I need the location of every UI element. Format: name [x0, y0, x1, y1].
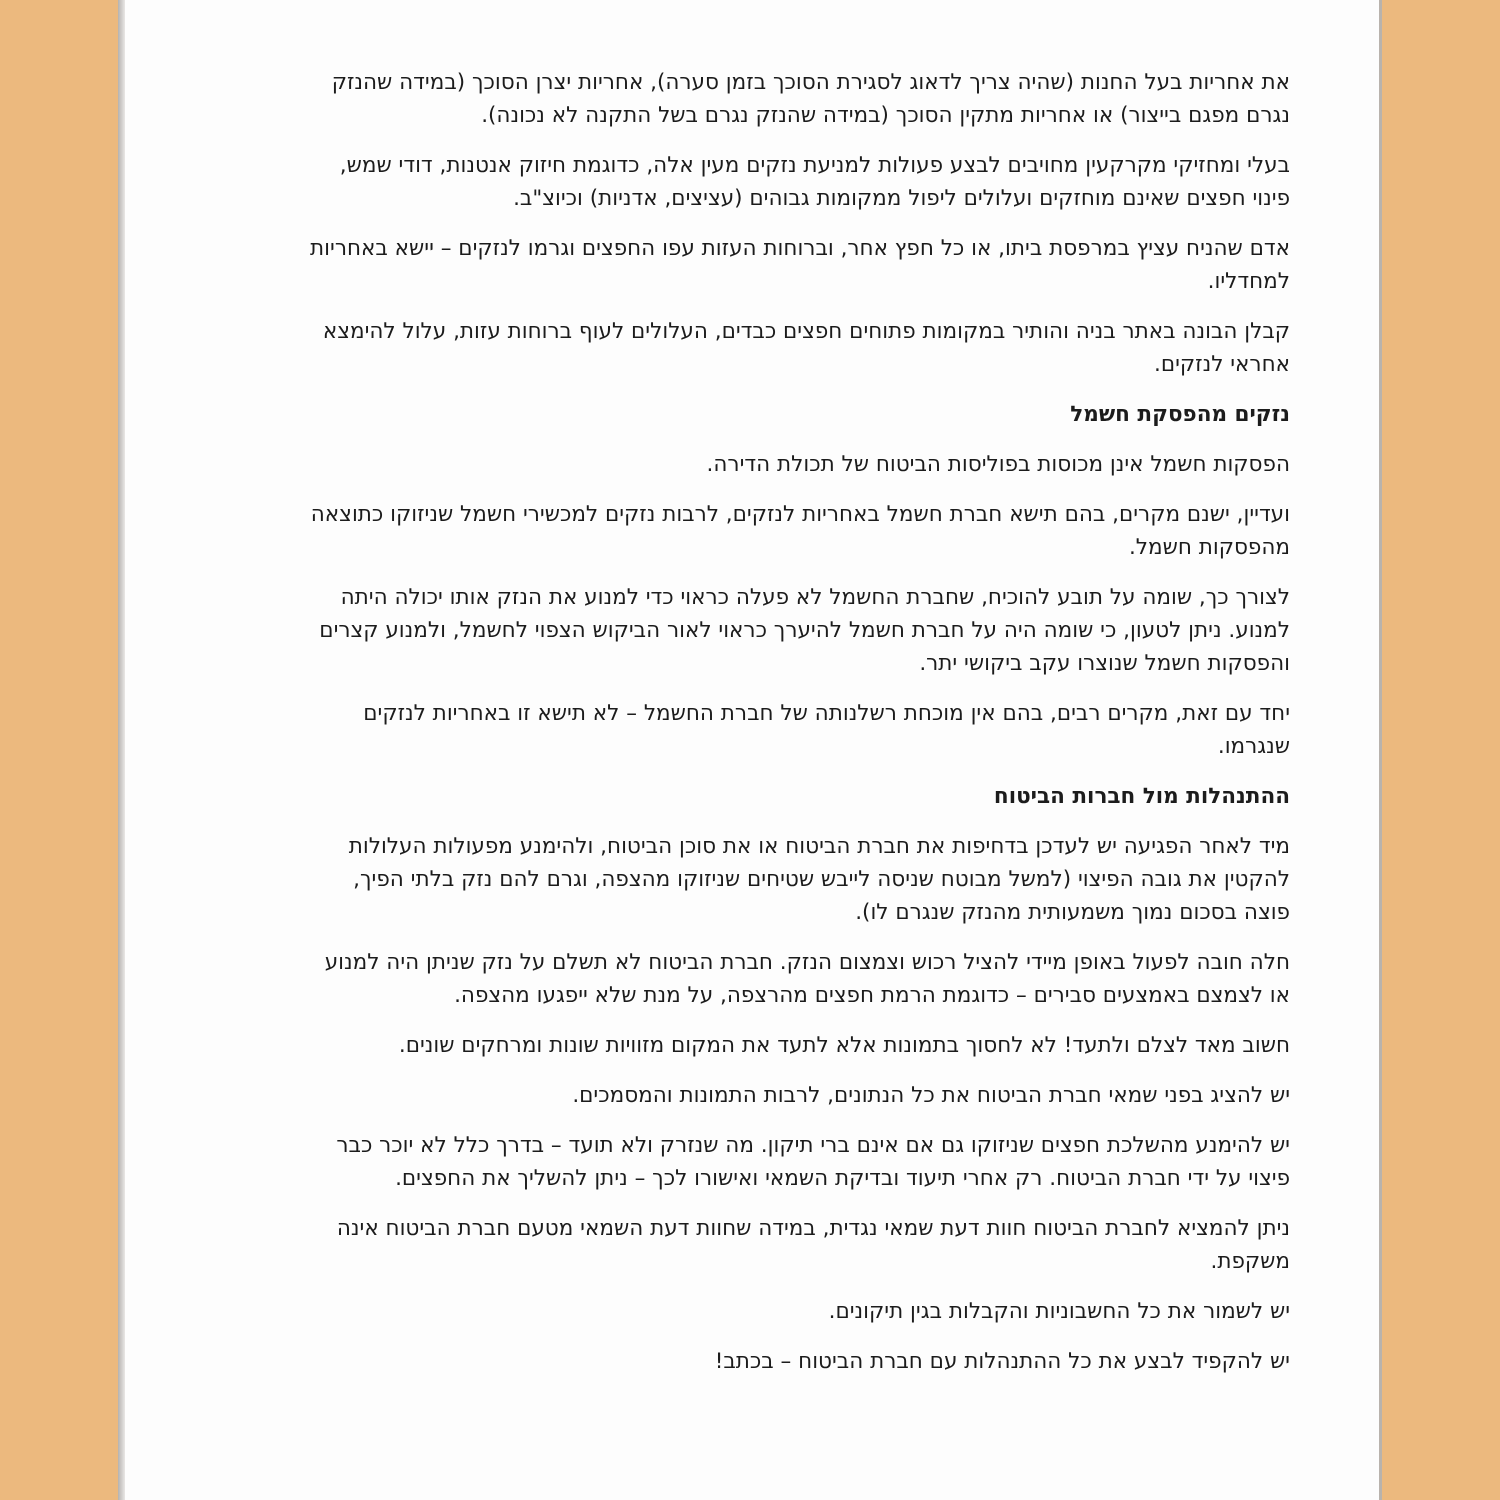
section-heading-insurance: ההתנהלות מול חברות הביטוח [993, 784, 1290, 809]
paragraph-balcony-pot: אדם שהניח עציץ במרפסת ביתו, או כל חפץ אחר, וברוחות העזות עפו החפצים וגרמו לנזקים – יישא באחריות למחדליו. [310, 236, 1290, 294]
paragraph-present-to-assessor: יש להציג בפני שמאי חברת הביטוח את כל הנתונים, לרבות התמונות והמסמכים. [572, 1083, 1290, 1108]
paragraph-no-negligence: יחד עם זאת, מקרים רבים, בהם אין מוכחת רשלנותה של חברת החשמל – לא תישא זו באחריות לנזקים שנגרמו. [363, 701, 1290, 759]
paragraph-document-photos: חשוב מאד לצלם ולתעד! לא לחסוך בתמונות אלא לתעד את המקום מזוויות שונות ומרחקים שונים. [398, 1033, 1290, 1058]
document-body [305, 66, 1290, 1395]
paragraph-property-owners: בעלי ומחזיקי מקרקעין מחויבים לבצע פעולות למניעת נזקים מעין אלה, כדוגמת חיזוק אנטנות, דודי שמש, פינוי חפצים שאינם מוחזקים ועלולים ליפול ממקומות גבוהים (עציצים, אדניות) וכיוצ"ב. [339, 153, 1290, 211]
page-edge-shadow [118, 0, 125, 1500]
paragraph-storefront-liability: את אחריות בעל החנות (שהיה צריך לדאוג לסגירת הסוכך בזמן סערה), אחריות יצרן הסוכך (במידה שהנזק נגרם מפגם בייצור) או אחריות מתקין הסוכך (במידה שהנזק נגרם בשל התקנה לא נכונה). [331, 70, 1290, 128]
paragraph-outage-not-covered: הפסקות חשמל אינן מכוסות בפוליסות הביטוח של תכולת הדירה. [706, 452, 1290, 477]
paragraph-contractor: קבלן הבונה באתר בניה והותיר במקומות פתוחים חפצים כבדים, העלולים לעוף ברוחות עזות, עלול להימצא אחראי לנזקים. [322, 319, 1290, 377]
paragraph-electric-company-liability: ועדיין, ישנם מקרים, בהם תישא חברת חשמל באחריות לנזקים, לרבות נזקים למכשירי חשמל שניזוקו כתוצאה מהפסקות חשמל. [310, 502, 1290, 560]
section-heading-power-outage: נזקים מהפסקת חשמל [1070, 402, 1290, 427]
paragraph-in-writing: יש להקפיד לבצע את כל ההתנהלות עם חברת הביטוח – בכתב! [714, 1349, 1290, 1374]
paragraph-keep-receipts: יש לשמור את כל החשבוניות והקבלות בגין תיקונים. [828, 1299, 1290, 1324]
paragraph-burden-of-proof: לצורך כך, שומה על תובע להוכיח, שחברת החשמל לא פעלה כראוי כדי למנוע את הנזק אותו יכולה היתה למנוע. ניתן לטעון, כי שומה היה על חברת חשמל להיערך כראוי לאור הביקוש הצפוי לחשמל, ולמנוע קצרים והפסקות חשמל שנוצרו עקב ביקושי יתר. [319, 585, 1290, 676]
paragraph-do-not-discard: יש להימנע מהשלכת חפצים שניזוקו גם אם אינם ברי תיקון. מה שנזרק ולא תועד – בדרך כלל לא יוכר כבר פיצוי על ידי חברת הביטוח. רק אחרי תיעוד ובדיקת השמאי ואישורו לכך – ניתן להשליך את החפצים. [336, 1133, 1290, 1191]
paragraph-notify-insurer: מיד לאחר הפגיעה יש לעדכן בדחיפות את חברת הביטוח או את סוכן הביטוח, ולהימנע מפעולות העלולות להקטין את גובה הפיצוי (למשל מבוטח שניסה לייבש שטיחים שניזוקו מהצפה, וגרם להם נזק בלתי הפיך, פוצה בסכום נמוך משמעותית מהנזק שנגרם לו). [348, 834, 1290, 925]
paragraph-mitigate-damage: חלה חובה לפעול באופן מיידי להציל רכוש וצמצום הנזק. חברת הביטוח לא תשלם על נזק שניתן היה למנוע או לצמצם באמצעים סבירים – כדוגמת הרמת חפצים מהרצפה, על מנת שלא ייפגעו מהצפה. [324, 950, 1290, 1008]
paragraph-counter-assessment: ניתן להמציא לחברת הביטוח חוות דעת שמאי נגדית, במידה שחוות דעת השמאי מטעם חברת הביטוח אינה משקפת. [336, 1216, 1290, 1274]
